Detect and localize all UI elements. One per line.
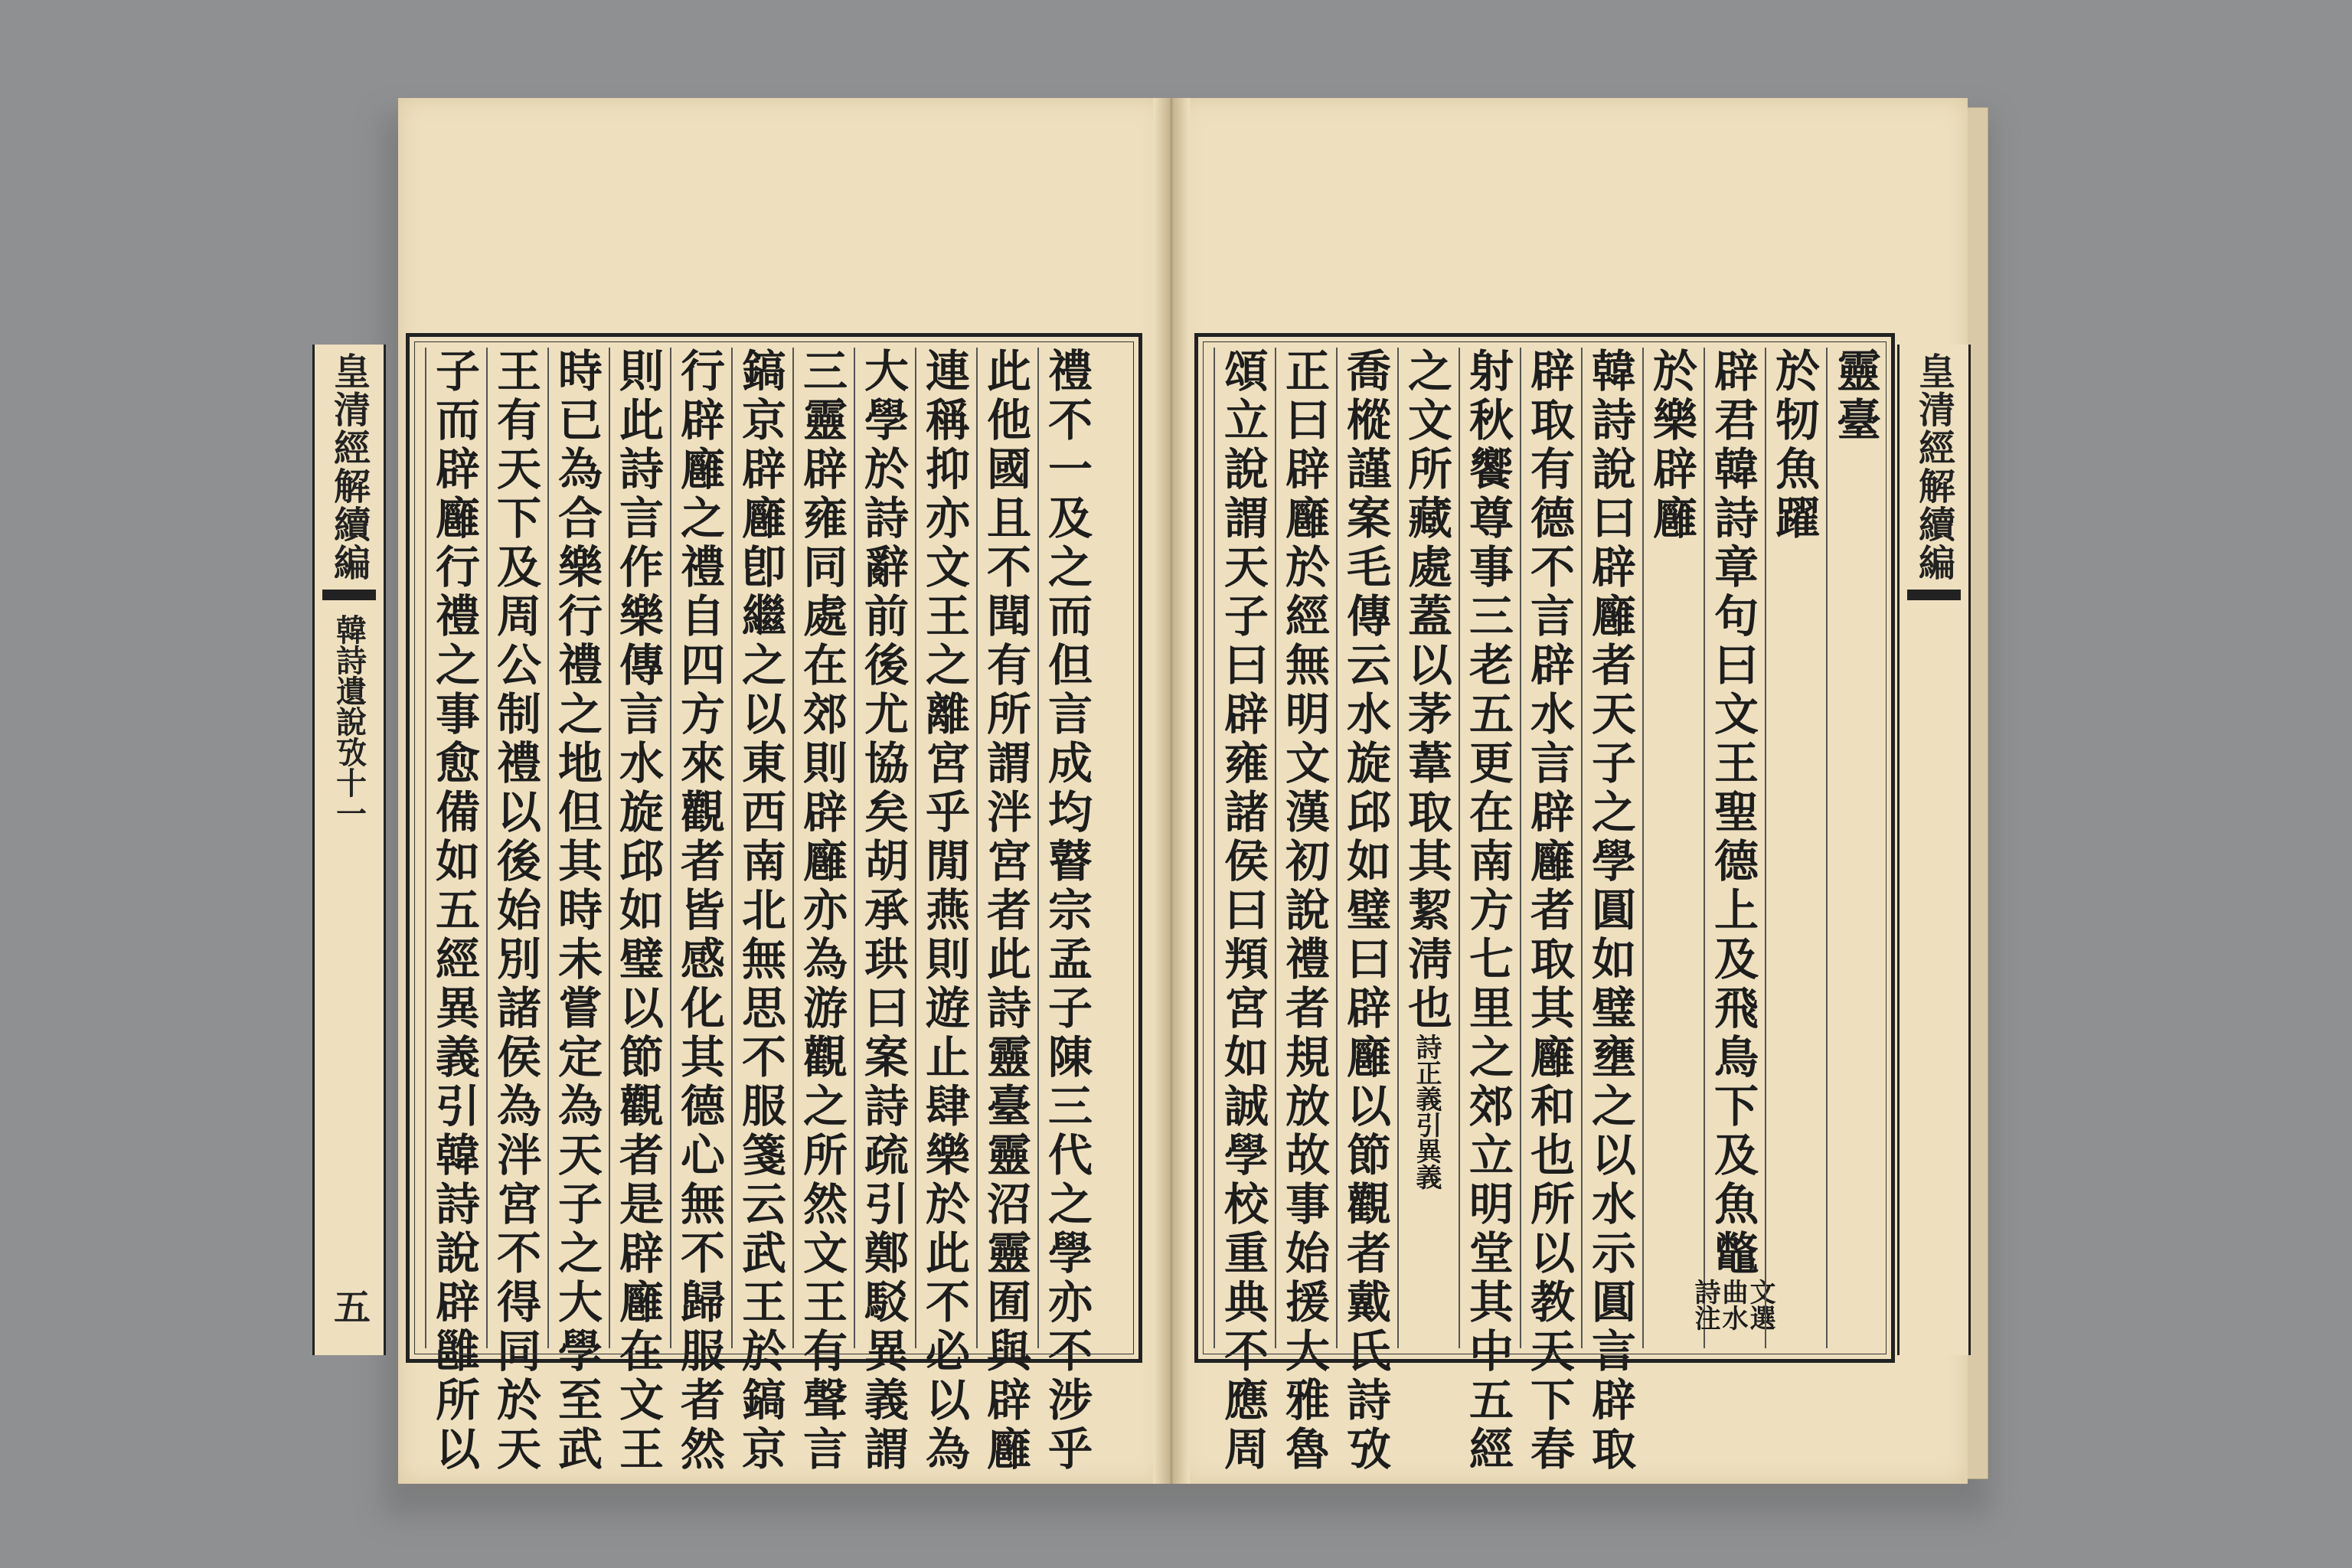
text-column (1642, 348, 1699, 1348)
column-text: 此他國且不聞有所謂泮宮者此詩靈臺靈沼靈囿與辟廱 (979, 348, 1031, 1475)
text-column (1826, 348, 1883, 1348)
column-text: 於樂辟廱 (1645, 348, 1697, 544)
text-column (547, 348, 604, 1475)
column-text: 之文所藏處蓋以茅葦取其絜淸也 (1400, 348, 1452, 1034)
column-text: 大學於詩辭前後尤協矣胡承珙曰案詩疏引鄭駁異義謂 (857, 348, 909, 1475)
column-text: 辟君韓詩章句曰文王聖德上及飛鳥下及魚鼈 (1707, 348, 1759, 1279)
text-column (1581, 348, 1638, 1475)
left-text-frame (406, 333, 1142, 1475)
text-column (1459, 348, 1515, 1475)
column-text: 頌立說謂天子曰辟雍諸侯曰頖宮如誠學校重典不應周 (1217, 348, 1269, 1475)
banxin-title: 皇清經解續編 (327, 352, 371, 582)
text-column (1336, 348, 1393, 1475)
column-text: 鎬京辟廱卽繼之以東西南北無思不服箋云武王於鎬京 (734, 348, 786, 1475)
column-text: 韓詩說曰辟廱者天子之學圓如璧壅之以水示圓言辟取 (1584, 348, 1636, 1475)
column-text: 行辟廱之禮自四方來觀者皆感化其德心無不歸服者然 (673, 348, 725, 1475)
column-text: 三靈辟雍同處在郊則辟廱亦為游觀之所然文王有聲言 (795, 348, 848, 1475)
column-text: 子而辟廱行禮之事愈備如五經異義引韓詩說辟雝所以 (428, 348, 480, 1475)
text-column (976, 348, 1033, 1475)
fishtail-mark (1907, 590, 1961, 600)
column-text: 辟取有德不言辟水言辟廱者取其廱和也所以教天下春 (1523, 348, 1575, 1475)
column-note: 詩正義引異義 (1411, 1034, 1442, 1190)
text-column (1690, 348, 1775, 1348)
column-text: 靈臺 (1829, 348, 1881, 446)
right-text-frame (1194, 333, 1895, 1475)
column-text: 於牣魚躍 (1768, 348, 1820, 544)
column-text: 則此詩言作樂傳言水旋邱如璧以節觀者是辟廱在文王 (612, 348, 664, 1475)
column-text: 時已為合樂行禮之地但其時未嘗定為天子之大學至武 (550, 348, 603, 1475)
text-column (425, 348, 482, 1475)
book-gutter (1153, 98, 1190, 1484)
fishtail-mark (322, 590, 376, 600)
banxin-subtitle: 韓詩遺說攷十一 (331, 614, 368, 828)
text-column (486, 348, 543, 1475)
text-column (1520, 348, 1576, 1475)
text-column (1397, 348, 1454, 1348)
text-column (731, 348, 788, 1475)
left-banxin (312, 345, 386, 1355)
column-text: 喬樅謹案毛傳云水旋邱如璧曰辟廱以節觀者戴氏詩攷 (1339, 348, 1391, 1475)
banxin-title: 皇清經解續編 (1912, 352, 1955, 582)
column-text: 連稱抑亦文王之離宮乎閒燕則遊止肆樂於此不必以為 (918, 348, 970, 1475)
column-text: 禮不一及之而但言成均瞽宗孟子陳三代之學亦不涉乎 (1040, 348, 1093, 1475)
banxin-page-number: 五 (327, 1288, 371, 1325)
column-text: 射秋饗尊事三老五更在南方七里之郊立明堂其中五經 (1462, 348, 1514, 1475)
text-column (915, 348, 972, 1475)
text-column (609, 348, 665, 1475)
text-column (1037, 348, 1094, 1475)
column-text: 王有天下及周公制禮以後始別諸侯為泮宮不得同於天 (489, 348, 541, 1475)
right-banxin (1897, 345, 1971, 1355)
text-column (1765, 348, 1821, 1348)
text-column (792, 348, 849, 1475)
text-column (1214, 348, 1270, 1475)
column-note: 文選曲水詩注 (1690, 1279, 1775, 1331)
text-column (1275, 348, 1331, 1475)
column-text: 正曰辟廱於經無明文漢初說禮者規放故事始援大雅魯 (1278, 348, 1330, 1475)
text-column (854, 348, 910, 1475)
text-column (670, 348, 727, 1475)
